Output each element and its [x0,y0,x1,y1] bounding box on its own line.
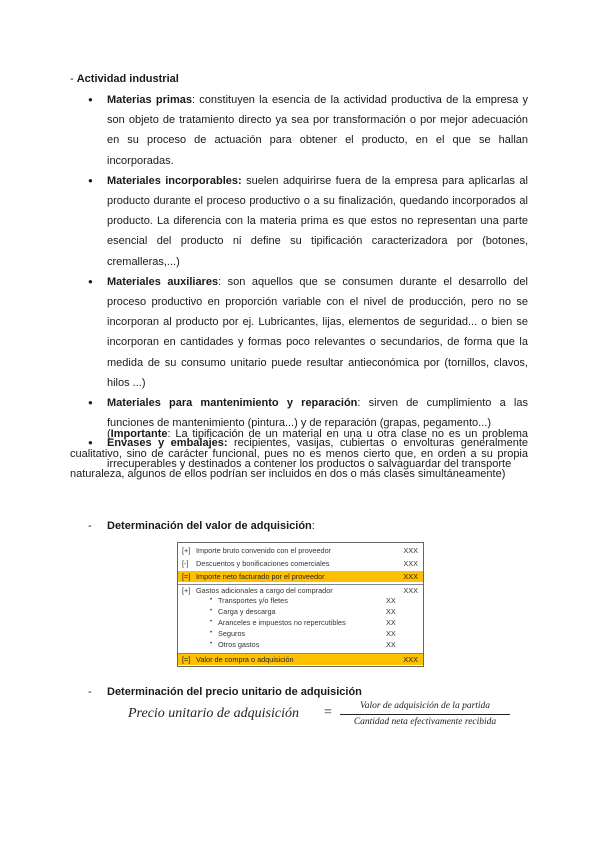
row-sign: [+] [182,586,191,595]
row-sign: [=] [182,655,191,664]
row-label: Importe bruto convenido con el proveedor [196,546,332,555]
bullet-term: Materiales auxiliares [107,275,219,288]
subitem-label: Otros gastos [218,640,260,649]
row-sign: [=] [182,572,191,581]
bullet-text: : son aquellos que se consumen durante el desarrollo del proceso productivo en proporción variable con el nivel de producción, pero no se incorporan al producto por ej. Lubricantes, lijas, elementos de seguridad... o bien se incorporan en cantidades y formas poco relevantes o secundarios, de forma que la medida de su consumo unitario puede resultar antieconómica por (tornillos, clavos, hilos ...) [107,275,528,389]
row-sign: [+] [182,546,191,555]
table-row-highlight [178,571,423,582]
row-sign: [-] [182,559,189,568]
row-label: Importe neto facturado por el proveedor [196,572,325,581]
row-amount: XXX [403,559,418,568]
row-amount: XXX [403,655,418,664]
heading-title: Actividad industrial [76,73,179,85]
subitem-amount: XX [386,618,396,627]
materials-list [88,90,528,474]
list-item [88,171,528,272]
table-subitem [178,617,423,628]
acquisition-value-table [177,542,424,667]
subitem-amount: XX [386,607,396,616]
bullet-dot-icon: • [210,619,213,625]
subitem-label: Transportes y/o fletes [218,596,288,605]
heading-prefix: - [70,73,77,85]
subitem-label: Seguros [218,629,246,638]
subitem-label: Aranceles e impuestos no repercutibles [218,618,346,627]
subheading-text [107,520,315,532]
list-item [88,272,528,393]
subheading-title: Determinación del valor de adquisición [107,520,312,532]
table-total-row [178,653,423,665]
fraction-bar [340,714,510,715]
note-paren: ( [107,428,111,440]
bullet-dot-icon: • [210,608,213,614]
unit-price-formula [128,700,528,734]
subitem-amount: XX [386,629,396,638]
subitem-amount: XX [386,596,396,605]
subheading-title: Determinación del precio unitario de adquisición [107,686,362,698]
important-note [70,424,528,485]
section-heading [70,73,179,85]
bullet-text: : sirven de cumplimiento a las funciones de mantenimiento (pintura...) y de reparación (grapas, pegamento...) [107,397,528,430]
bullet-text: recipientes, vasijas, cubiertas o envolturas generalmente irrecuperables y destinados a contener los productos o salvaguardar del transporte [107,437,528,470]
list-item [88,90,528,171]
formula-numerator: Valor de adquisición de la partida [359,701,491,711]
row-label: Gastos adicionales a cargo del comprador [196,586,333,595]
subheading-text [107,686,362,698]
note-term: Importante [110,428,168,440]
bullet-term: Materias primas [107,94,192,106]
subitem-label: Carga y descarga [218,607,276,616]
table-row [178,545,423,556]
bullet-dot-icon: • [210,641,213,647]
bullet-term: Envases y embalajes: [107,437,228,450]
formula-equals: = [324,705,332,720]
subheading-dash: - [88,686,92,698]
row-amount: XXX [403,546,418,555]
subitem-amount: XX [386,640,396,649]
table-subitem [178,628,423,639]
subheading-suffix: : [311,520,315,532]
table-row [178,558,423,569]
formula-fraction [340,700,510,728]
row-label: Valor de compra o adquisición [196,655,294,664]
table-subitem [178,606,423,617]
bullet-term: Materiales para mantenimiento y reparación [107,397,358,410]
subheading-dash: - [88,520,92,532]
formula-lhs: Precio unitario de adquisición [128,706,299,721]
bullet-text: : constituyen la esencia de la actividad productiva de la empresa y son objeto de tratamiento directo ya sea por transformación o por mejor adecuación en su proceso de actuación para obtener el producto, en el que se hallan incorporadas. [107,94,528,167]
bullet-text: suelen adquirirse fuera de la empresa para aplicarlas al producto durante el proceso productivo o a su finalización, quedando incorporados al producto. La diferencia con la materia prima es que estos no representan una parte esencial del producto ni define su tipificación caracterizadora por (botones, cremalleras,...) [107,174,528,268]
note-text: : La tipificación de un material en una u otra clase no es un problema cualitativo, sino de carácter funcional, pues no es menos cierto que, en orden a su propia naturaleza, algunos de ellos podrían ser incluidos en dos o más clases simultáneamente) [70,428,528,481]
bullet-dot-icon: • [210,630,213,636]
row-amount: XXX [403,586,418,595]
bullet-term: Materiales incorporables: [107,174,242,187]
row-label: Descuentos y bonificaciones comerciales [196,559,330,568]
table-subitem [178,639,423,650]
bullet-dot-icon: • [210,597,213,603]
table-subitem [178,595,423,606]
row-amount: XXX [403,572,418,581]
formula-denominator: Cantidad neta efectivamente recibida [353,717,497,727]
